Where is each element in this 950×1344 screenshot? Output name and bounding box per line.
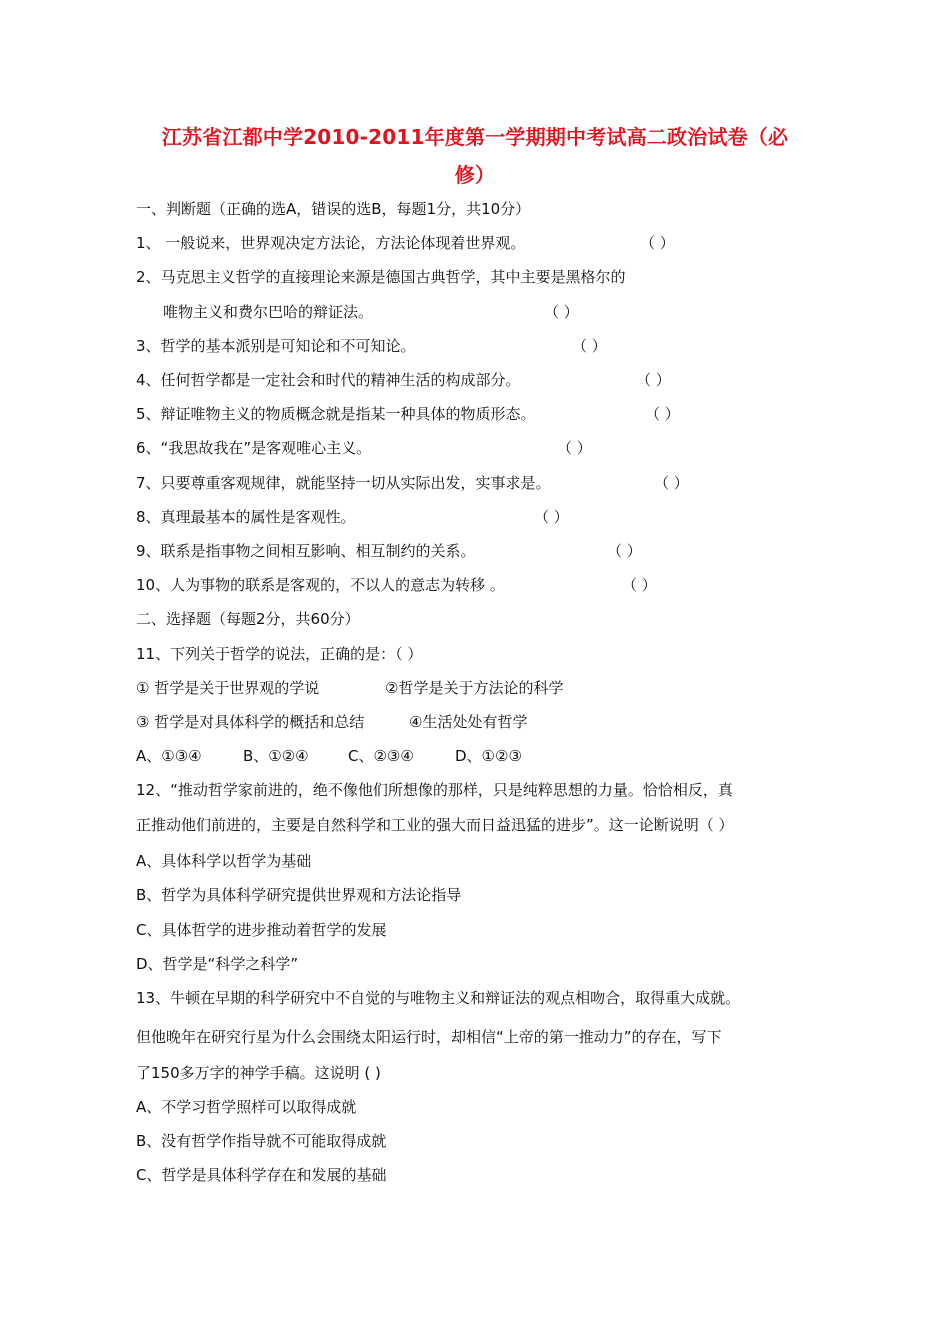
question-11-statement-2: ②哲学是关于方法论的科学 <box>385 679 564 697</box>
answer-blank-6: （ ） <box>557 439 592 457</box>
answer-blank-9: （ ） <box>607 542 642 560</box>
question-11-option-b: B、①②④ <box>243 747 309 765</box>
answer-blank-4: （ ） <box>636 371 671 389</box>
question-4: 4、任何哲学都是一定社会和时代的精神生活的构成部分。 <box>136 371 521 389</box>
question-9: 9、联系是指事物之间相互影响、相互制约的关系。 <box>136 542 476 560</box>
question-11-statement-3: ③ 哲学是对具体科学的概括和总结 <box>136 713 365 731</box>
question-12-option-a: A、具体科学以哲学为基础 <box>136 852 312 870</box>
question-13-stem-line2: 但他晚年在研究行星为什么会围绕太阳运行时，却相信“上帝的第一推动力”的存在，写下 <box>136 1028 722 1046</box>
exam-title-line1: 江苏省江都中学2010-2011年度第一学期期中考试高二政治试卷（必 <box>161 125 789 149</box>
answer-blank-3: （ ） <box>572 337 607 355</box>
question-11-statement-1: ① 哲学是关于世界观的学说 <box>136 679 320 697</box>
exam-title-line2: 修） <box>454 163 496 187</box>
question-11-option-c: C、②③④ <box>348 747 414 765</box>
question-6: 6、“我思故我在”是客观唯心主义。 <box>136 439 372 457</box>
question-13-stem-line3: 了150多万字的神学手稿。这说明 ( ) <box>136 1064 381 1082</box>
question-7: 7、只要尊重客观规律，就能坚持一切从实际出发，实事求是。 <box>136 474 551 492</box>
section2-heading: 二、选择题（每题2分，共60分） <box>136 610 360 628</box>
question-3: 3、哲学的基本派别是可知论和不可知论。 <box>136 337 416 355</box>
question-8: 8、真理最基本的属性是客观性。 <box>136 508 356 526</box>
question-13-option-a: A、不学习哲学照样可以取得成就 <box>136 1098 357 1116</box>
question-11-option-d: D、①②③ <box>455 747 522 765</box>
question-12-option-d: D、哲学是“科学之科学” <box>136 955 299 973</box>
answer-blank-8: （ ） <box>534 508 569 526</box>
question-13-option-c: C、哲学是具体科学存在和发展的基础 <box>136 1166 387 1184</box>
question-5: 5、辩证唯物主义的物质概念就是指某一种具体的物质形态。 <box>136 405 536 423</box>
question-11-stem: 11、下列关于哲学的说法，正确的是：（ ） <box>136 645 423 663</box>
answer-blank-10: （ ） <box>622 576 657 594</box>
question-12-option-c: C、具体哲学的进步推动着哲学的发展 <box>136 921 387 939</box>
question-12-stem-line2: 正推动他们前进的，主要是自然科学和工业的强大而日益迅猛的进步”。这一论断说明（ ） <box>136 816 734 834</box>
answer-blank-1: （ ） <box>640 234 675 252</box>
answer-blank-5: （ ） <box>645 405 680 423</box>
question-12-option-b: B、哲学为具体科学研究提供世界观和方法论指导 <box>136 886 462 904</box>
question-13-stem-line1: 13、牛顿在早期的科学研究中不自觉的与唯物主义和辩证法的观点相吻合，取得重大成就。 <box>136 989 741 1007</box>
question-2-line1: 2、马克思主义哲学的直接理论来源是德国古典哲学，其中主要是黑格尔的 <box>136 268 626 286</box>
question-10: 10、人为事物的联系是客观的，不以人的意志为转移 。 <box>136 576 505 594</box>
question-12-stem-line1: 12、“推动哲学家前进的，绝不像他们所想像的那样，只是纯粹思想的力量。恰恰相反，真 <box>136 781 733 799</box>
question-13-option-b: B、没有哲学作指导就不可能取得成就 <box>136 1132 387 1150</box>
section1-heading: 一、判断题（正确的选A，错误的选B，每题1分，共10分） <box>136 200 531 218</box>
question-11-statement-4: ④生活处处有哲学 <box>409 713 528 731</box>
question-1: 1、 一般说来，世界观决定方法论，方法论体现着世界观。 <box>136 234 526 252</box>
answer-blank-7: （ ） <box>654 474 689 492</box>
question-2-line2: 唯物主义和费尔巴哈的辩证法。 <box>163 303 374 321</box>
question-11-option-a: A、①③④ <box>136 747 202 765</box>
answer-blank-2: （ ） <box>544 303 579 321</box>
